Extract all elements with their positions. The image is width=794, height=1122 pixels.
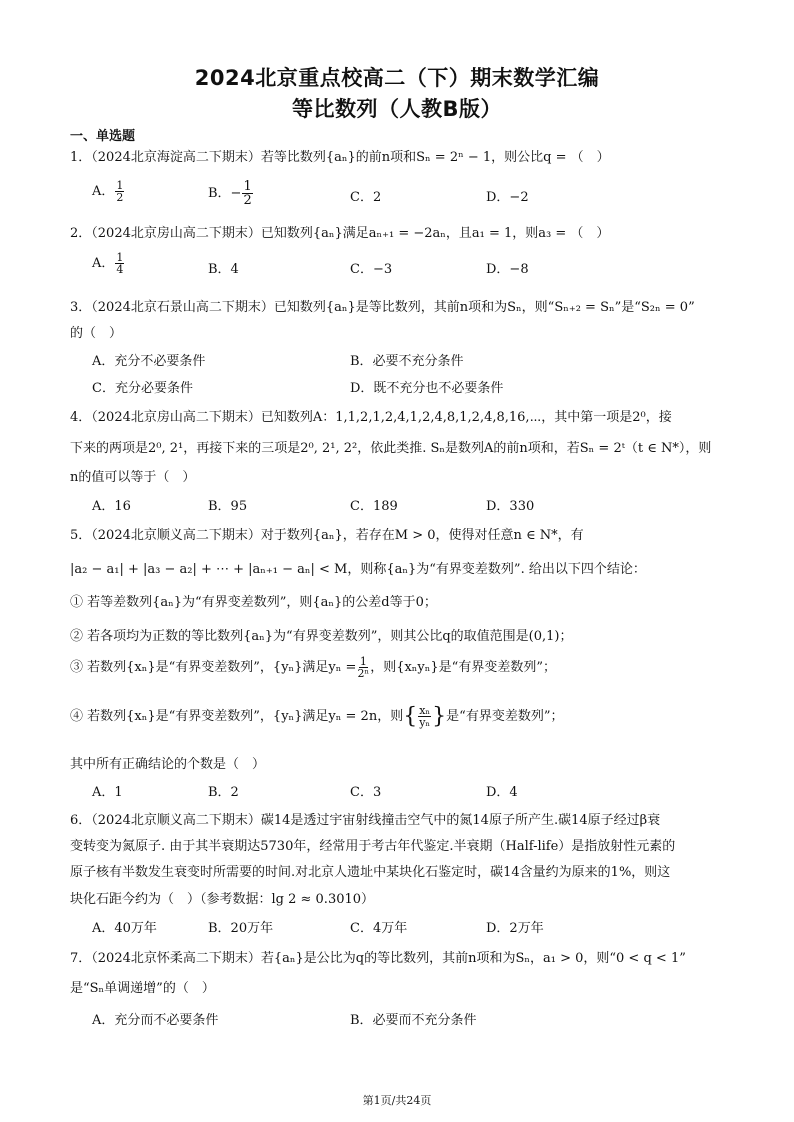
q2-option-d: D．−8 <box>486 262 529 277</box>
q2-option-c: C．−3 <box>350 262 393 277</box>
q3-option-c: C．充分必要条件 <box>92 381 193 396</box>
q6-option-d: D．2万年 <box>486 921 544 936</box>
question-1-stem: 1．（2024北京海淀高二下期末）若等比数列{aₙ}的前n项和Sₙ = 2ⁿ − 1，则公比q = （ ） <box>70 150 610 165</box>
q4-option-c: C．189 <box>350 499 398 514</box>
question-6-stem-line3: 原子核有半数发生衰变时所需要的时间.对北京人遗址中某块化石鉴定时，碳14含量约为原来的1%，则这 <box>70 865 671 880</box>
q2-option-b: B．4 <box>208 262 239 277</box>
question-7-stem-line1: 7．（2024北京怀柔高二下期末）若{aₙ}是公比为q的等比数列，其前n项和为Sₙ，a₁ > 0，则“0 < q < 1” <box>70 951 686 966</box>
question-5-stem-line2: |a₂ − a₁| + |a₃ − a₂| + ⋯ + |aₙ₊₁ − aₙ| < M，则称{aₙ}为“有界变差数列”. 给出以下四个结论： <box>70 562 646 577</box>
q5-option-d: D．4 <box>486 785 518 800</box>
q2-option-a: A． $\frac{1}{4}$ <box>92 251 124 276</box>
question-3-stem-line2: 的（ ） <box>70 326 123 341</box>
q5-option-b: B．2 <box>208 785 239 800</box>
question-5-stem-line1: 5．（2024北京顺义高二下期末）对于数列{aₙ}，若存在M > 0，使得对任意n ∈ N*，有 <box>70 528 584 543</box>
question-4-stem-line1: 4．（2024北京房山高二下期末）已知数列A：1,1,2,1,2,4,1,2,4,8,1,2,4,8,16,⋯，其中第一项是2⁰，接 <box>70 410 672 425</box>
document-title: 2024北京重点校高二（下）期末数学汇编 <box>194 66 600 90</box>
q5-conclusion-3: ③ 若数列{xₙ}是“有界变差数列”，{yₙ}满足yₙ = $\frac{1}{\text{2ⁿ}}$ ，则{xₙyₙ}是“有界变差数列”； <box>70 655 556 680</box>
q6-option-a: A．40万年 <box>92 921 157 936</box>
q6-option-b: B．20万年 <box>208 921 274 936</box>
section-heading: 一、单选题 <box>70 129 136 144</box>
question-4-stem-line3: n的值可以等于（ ） <box>70 470 196 485</box>
question-6-stem-line4: 块化石距今约为（ ）（参考数据：lg 2 ≈ 0.3010） <box>70 892 375 907</box>
q1-option-d: D．−2 <box>486 190 529 205</box>
question-6-stem-line1: 6．（2024北京顺义高二下期末）碳14是透过宇宙射线撞击空气中的氮14原子所产生.碳14原子经过β衰 <box>70 813 661 828</box>
q6-option-c: C．4万年 <box>350 921 408 936</box>
q1-option-b: B．− $\frac{1}{2}$ <box>208 179 252 208</box>
q5-conclusion-4: ④ 若数列{xₙ}是“有界变差数列”，{yₙ}满足yₙ = 2n，则{ $\frac{\text{xₙ}}{\text{yₙ}}$ }是“有界变差数列”； <box>70 704 564 729</box>
q5-option-a: A．1 <box>92 785 123 800</box>
question-6-stem-line2: 变转变为氮原子. 由于其半衰期达5730年，经常用于考古年代鉴定.半衰期（Half-life）是指放射性元素的 <box>70 839 676 854</box>
question-7-stem-line2: 是“Sₙ单调递增”的（ ） <box>70 981 215 996</box>
q4-option-b: B．95 <box>208 499 248 514</box>
q7-option-a: A．充分而不必要条件 <box>92 1013 219 1028</box>
q5-conclusion-2: ② 若各项均为正数的等比数列{aₙ}为“有界变差数列”，则其公比q的取值范围是(0,1)； <box>70 629 573 644</box>
page-footer: 第1页/共24页 <box>362 1094 432 1107</box>
question-5-ask: 其中所有正确结论的个数是（ ） <box>70 757 266 772</box>
q5-option-c: C．3 <box>350 785 382 800</box>
question-4-stem-line2: 下来的两项是2⁰, 2¹，再接下来的三项是2⁰, 2¹, 2²，依此类推. Sₙ是数列A的前n项和，若Sₙ = 2ᵗ（t ∈ N*），则 <box>70 441 712 456</box>
q5-conclusion-1: ① 若等差数列{aₙ}为“有界变差数列”，则{aₙ}的公差d等于0； <box>70 595 437 610</box>
q1-option-c: C．2 <box>350 190 382 205</box>
q7-option-b: B．必要而不充分条件 <box>350 1013 477 1028</box>
q3-option-a: A．充分不必要条件 <box>92 354 206 369</box>
q3-option-d: D．既不充分也不必要条件 <box>350 381 504 396</box>
question-2-stem: 2．（2024北京房山高二下期末）已知数列{aₙ}满足aₙ₊₁ = −2aₙ，且a₁ = 1，则a₃ = （ ） <box>70 226 610 241</box>
document-subtitle: 等比数列（人教B版） <box>291 97 502 121</box>
q4-option-d: D．330 <box>486 499 535 514</box>
q4-option-a: A．16 <box>92 499 131 514</box>
q1-option-a: A． $\frac{1}{2}$ <box>92 179 124 204</box>
q3-option-b: B．必要不充分条件 <box>350 354 464 369</box>
question-3-stem-line1: 3．（2024北京石景山高二下期末）已知数列{aₙ}是等比数列，其前n项和为Sₙ，则“Sₙ₊₂ = Sₙ”是“S₂ₙ = 0” <box>70 300 695 315</box>
